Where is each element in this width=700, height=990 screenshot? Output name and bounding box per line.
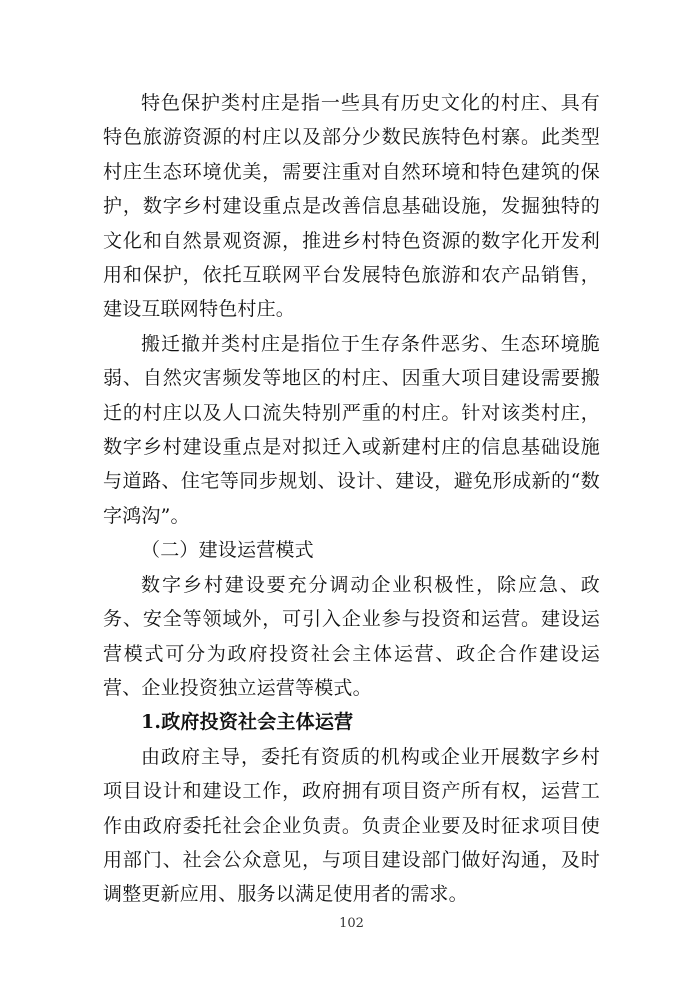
section-heading-construction-operation-mode: （二）建设运营模式 (141, 539, 314, 562)
paragraph-special-protection-villages: 特色保护类村庄是指一些具有历史文化的村庄、具有特色旅游资源的村庄以及部分少数民族特色村寨。此类型村庄生态环境优美，需要注重对自然环境和特色建筑的保护，数字乡村建设重点是改善信息基础设施，发掘独特的文化和自然景观资源，推进乡村特色资源的数字化开发利用和保护，依托互联网平台发展特色旅游和农产品销售，建设互联网特色村庄。 (103, 92, 600, 321)
subsection-heading-government-investment: 1.政府投资社会主体运营 (141, 711, 354, 734)
paragraph-relocation-villages: 搬迁撤并类村庄是指位于生存条件恶劣、生态环境脆弱、自然灾害频发等地区的村庄、因重大项目建设需要搬迁的村庄以及人口流失特别严重的村庄。针对该类村庄，数字乡村建设重点是对拟迁入或新建村庄的信息基础设施与道路、住宅等同步规划、设计、建设，避免形成新的“数字鸿沟”。 (103, 332, 600, 527)
paragraph-government-led-operation: 由政府主导，委托有资质的机构或企业开展数字乡村项目设计和建设工作，政府拥有项目资产所有权，运营工作由政府委托社会企业负责。负责企业要及时征求项目使用部门、社会公众意见，与项目建设部门做好沟通，及时调整更新应用、服务以满足使用者的需求。 (103, 745, 600, 906)
page-content (103, 86, 600, 912)
paragraph-enterprise-participation: 数字乡村建设要充分调动企业积极性，除应急、政务、安全等领域外，可引入企业参与投资和运营。建设运营模式可分为政府投资社会主体运营、政企合作建设运营、企业投资独立运营等模式。 (103, 573, 600, 699)
page-number: 102 (339, 916, 364, 931)
